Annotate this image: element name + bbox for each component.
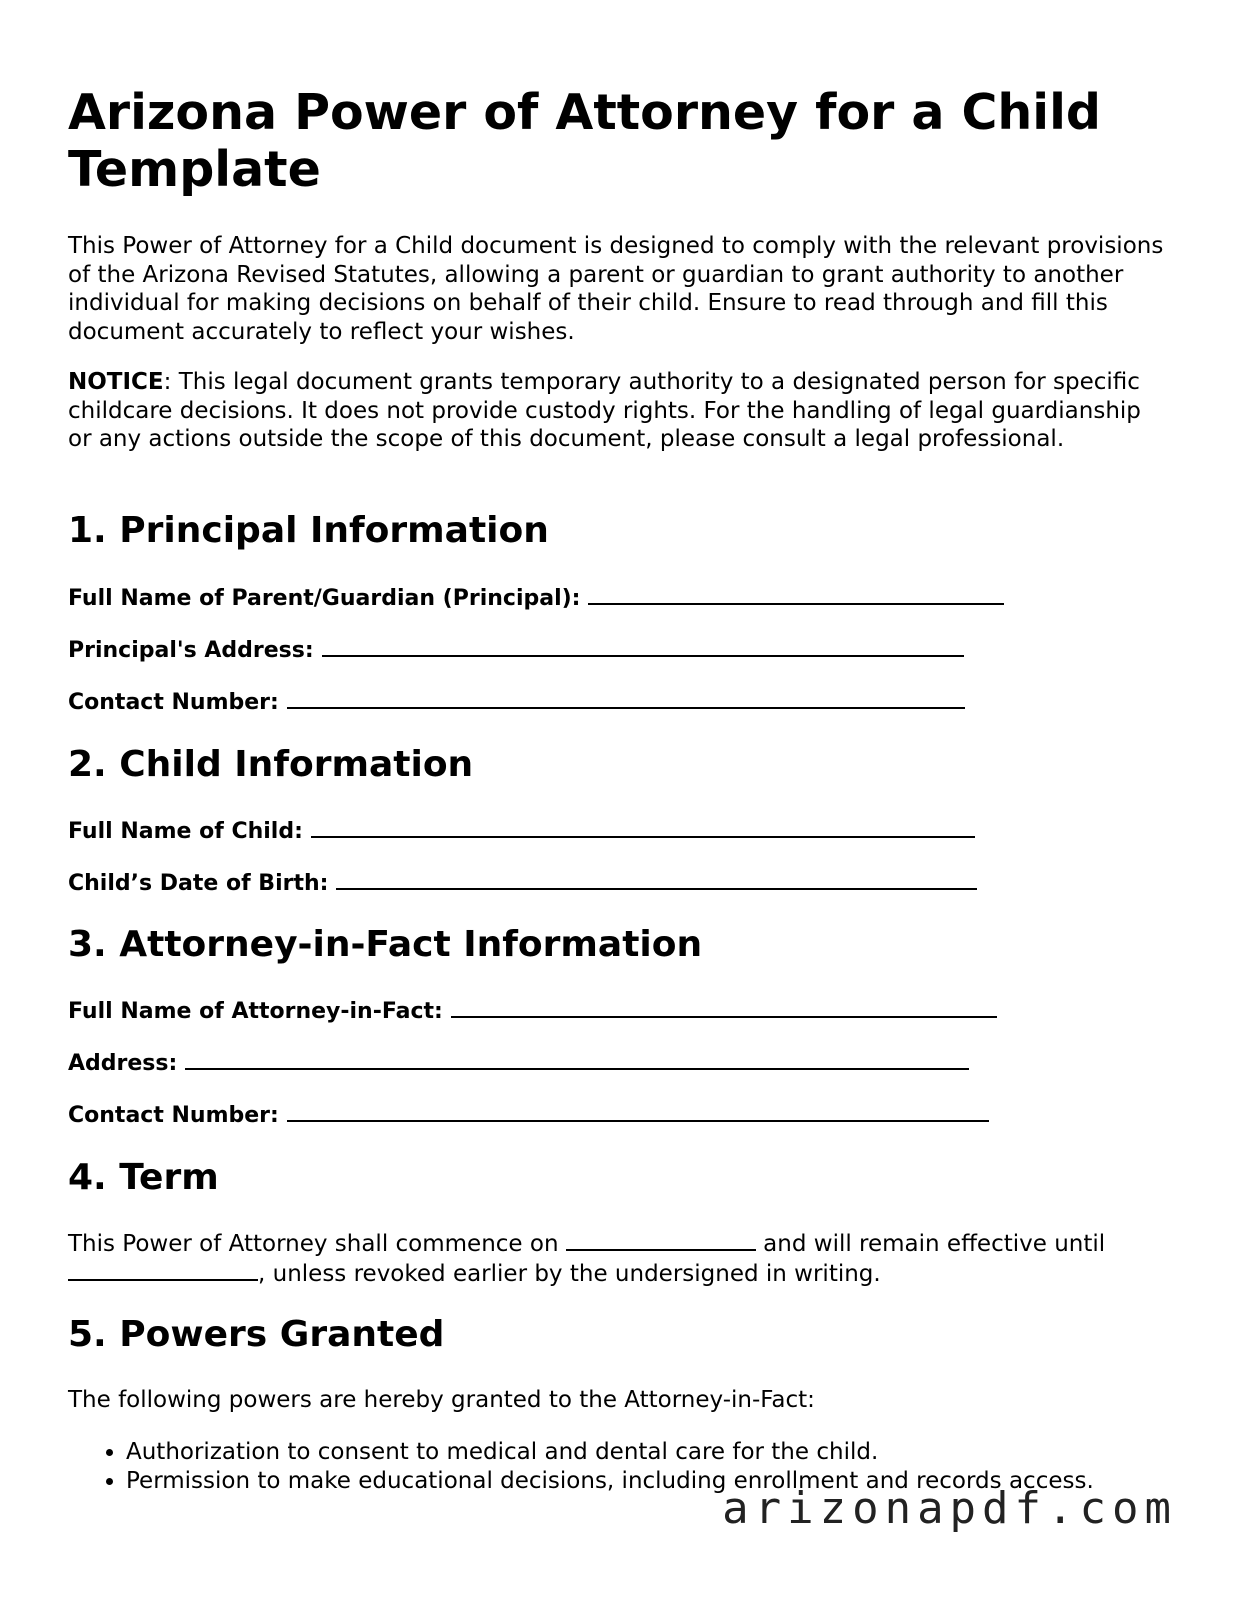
child-name-field bbox=[68, 816, 975, 846]
child-name-input-line[interactable] bbox=[311, 816, 975, 838]
principal-name-input-line[interactable] bbox=[588, 583, 1004, 605]
principal-contact-input-line[interactable] bbox=[287, 687, 965, 709]
child-dob-label: Child’s Date of Birth: bbox=[68, 871, 329, 896]
notice-text: : This legal document grants temporary authority to a designated person for specific childcare decisions. It does not provide custody rights. For the handling of legal guardianship or any actions outside the scope of this document, please consult a legal professional. bbox=[68, 369, 1141, 452]
term-paragraph bbox=[68, 1229, 1168, 1288]
intro-paragraph: This Power of Attorney for a Child document is designed to comply with the relevant provisions of the Arizona Revised Statutes, allowing a parent or guardian to grant authority to another individual for making decisions on behalf of their child. Ensure to read through and fill this document accurately to reflect your wishes. bbox=[68, 233, 1164, 345]
attorney-contact-field bbox=[68, 1100, 989, 1130]
principal-name-field bbox=[68, 583, 1004, 613]
principal-contact-field bbox=[68, 687, 965, 717]
principal-name-label: Full Name of Parent/Guardian (Principal): bbox=[68, 586, 581, 611]
powers-intro: The following powers are hereby granted to the Attorney-in-Fact: bbox=[68, 1387, 815, 1413]
principal-address-input-line[interactable] bbox=[322, 635, 964, 657]
section-heading-powers: 5. Powers Granted bbox=[68, 1314, 445, 1355]
principal-contact-label: Contact Number: bbox=[68, 690, 279, 715]
term-end-date-line[interactable] bbox=[68, 1259, 258, 1281]
section-heading-principal: 1. Principal Information bbox=[68, 510, 549, 551]
document-title: Arizona Power of Attorney for a Child Template bbox=[68, 84, 1101, 198]
child-name-label: Full Name of Child: bbox=[68, 819, 303, 844]
term-text-middle: and will remain effective until bbox=[763, 1231, 1106, 1257]
attorney-address-field bbox=[68, 1048, 969, 1078]
notice-label: NOTICE bbox=[68, 369, 164, 395]
attorney-address-input-line[interactable] bbox=[185, 1048, 969, 1070]
term-text-start: This Power of Attorney shall commence on bbox=[68, 1231, 559, 1257]
section-heading-term: 4. Term bbox=[68, 1157, 219, 1198]
section-heading-child: 2. Child Information bbox=[68, 744, 474, 785]
attorney-name-field bbox=[68, 996, 997, 1026]
child-dob-input-line[interactable] bbox=[336, 868, 977, 890]
term-text-end: , unless revoked earlier by the undersigned in writing. bbox=[258, 1260, 881, 1287]
attorney-contact-input-line[interactable] bbox=[287, 1100, 989, 1122]
site-watermark: arizonapdf.com bbox=[722, 1483, 1177, 1534]
list-item: • Permission to make educational decisions, including enrollment and records access. bbox=[126, 1467, 1226, 1496]
term-start-date-line[interactable] bbox=[566, 1229, 756, 1251]
attorney-name-label: Full Name of Attorney-in-Fact: bbox=[68, 999, 443, 1024]
principal-address-label: Principal's Address: bbox=[68, 638, 314, 663]
attorney-contact-label: Contact Number: bbox=[68, 1103, 279, 1128]
attorney-address-label: Address: bbox=[68, 1051, 178, 1076]
list-item: • Authorization to consent to medical and dental care for the child. bbox=[126, 1438, 1226, 1467]
child-dob-field bbox=[68, 868, 977, 898]
notice-paragraph bbox=[68, 368, 1168, 454]
attorney-name-input-line[interactable] bbox=[451, 996, 997, 1018]
section-heading-attorney: 3. Attorney-in-Fact Information bbox=[68, 924, 703, 965]
principal-address-field bbox=[68, 635, 964, 665]
